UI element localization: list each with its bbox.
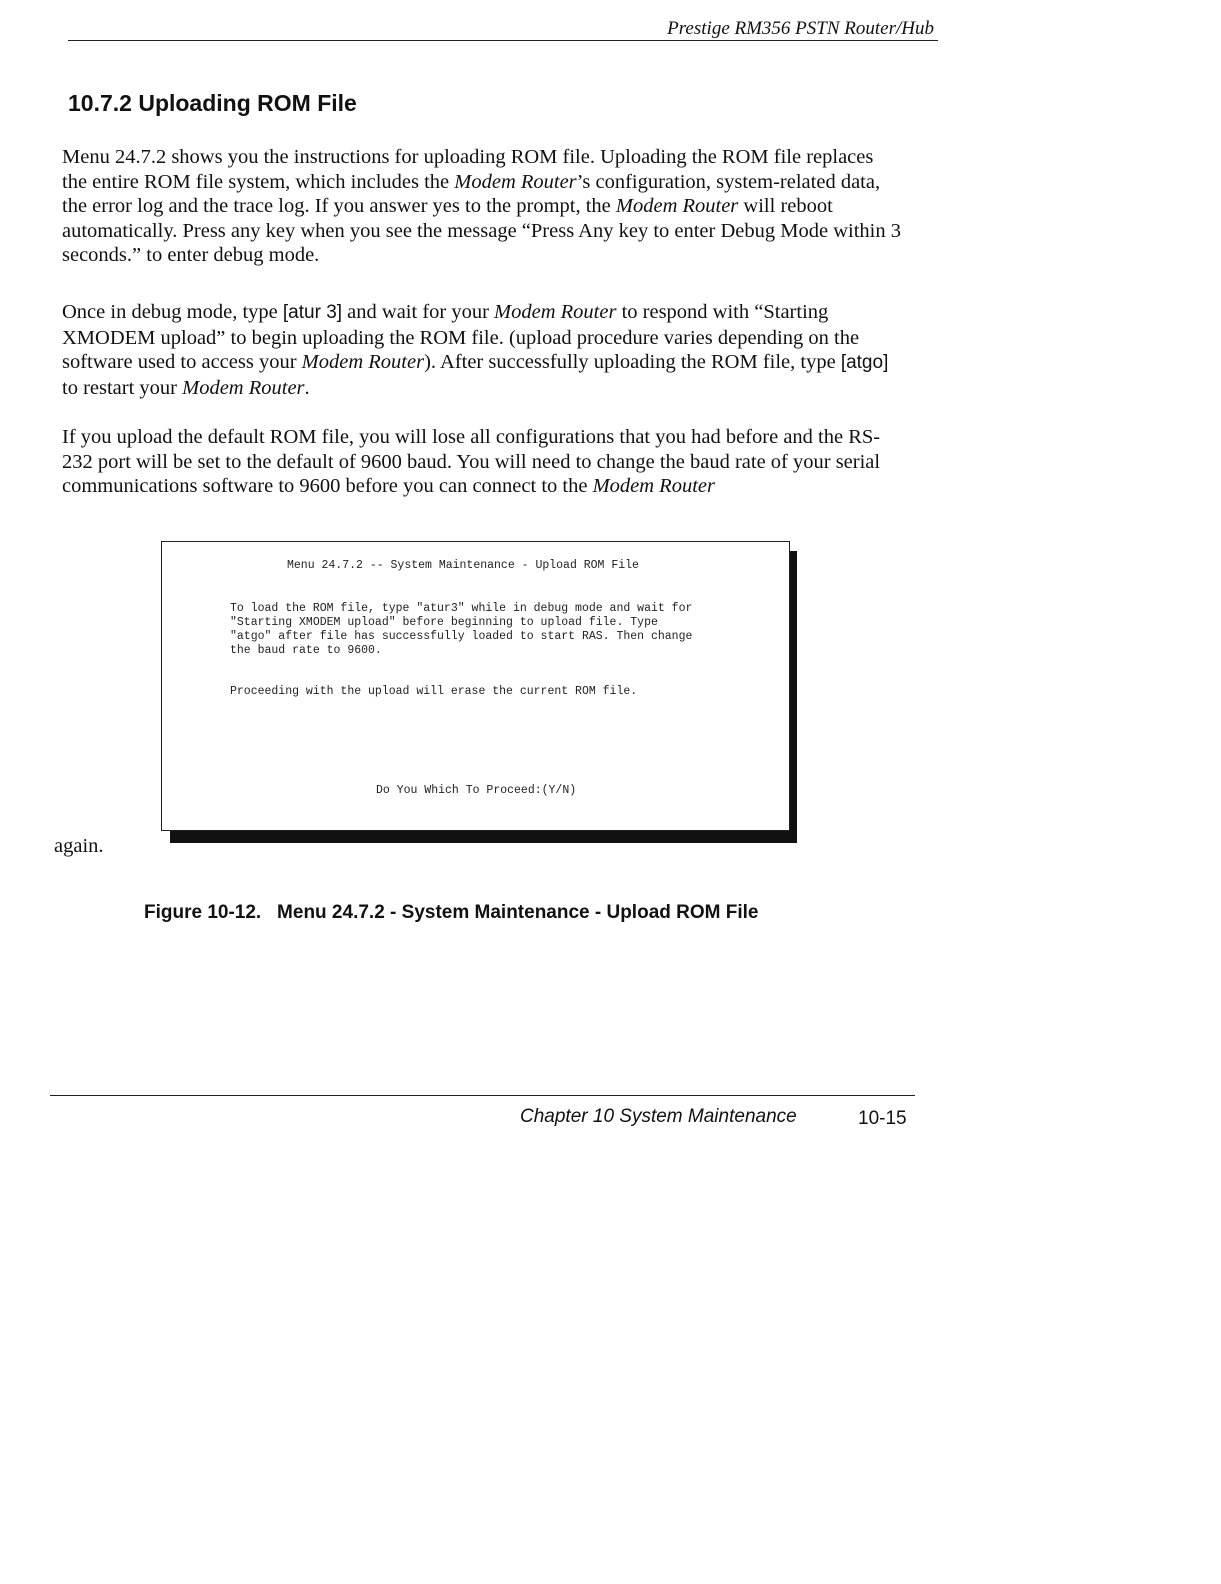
p2-text-3: to respond with “Starting XMODEM upload” to begin uploading the ROM file. (upload procedure varies depending on the software used to access your [62, 301, 860, 373]
terminal-proceed-prompt[interactable]: Do You Which To Proceed:(Y/N) [376, 784, 577, 797]
footer-chapter: Chapter 10 System Maintenance [520, 1106, 797, 1127]
terminal-instructions: To load the ROM file, type "atur3" while in debug mode and wait for "Starting XMODEM upload" before beginning to upload file. Type "atgo" after file has successfully loaded to start RAS. Then change the baud rate to 9600. [230, 602, 693, 657]
p3-text-1: If you upload the default ROM file, you will lose all configurations that you had before and the RS-232 port will be set to the default of 9600 baud. You will need to change the baud rate of your serial communications software to 9600 before you can connect to the [62, 426, 881, 497]
terminal-screen [161, 541, 790, 831]
p1-text-1: Menu 24.7.2 shows you the instructions for uploading ROM file. Uploading the ROM file replaces the entire ROM file system, which includes the [62, 146, 874, 193]
header-rule [68, 40, 938, 41]
paragraph-debug-mode [62, 300, 902, 400]
figure-caption: Figure 10-12. Menu 24.7.2 - System Maintenance - Upload ROM File [144, 902, 759, 923]
p2-text-2: and wait for your [342, 301, 495, 323]
p2-text-4: ). After successfully uploading the ROM file, type [424, 351, 841, 373]
paragraph-default-rom [62, 425, 902, 499]
terminal-menu-title: Menu 24.7.2 -- System Maintenance - Upload ROM File [287, 559, 639, 572]
running-header: Prestige RM356 PSTN Router/Hub [667, 18, 934, 39]
p1-product-1: Modem Router [454, 170, 577, 193]
footer-rule [50, 1095, 915, 1096]
p1-text-2: ’s configuration, system-related data, the error log and the trace log. If you answer yes to the prompt, the [62, 170, 881, 217]
paragraph-intro [62, 145, 902, 268]
p2-text-6: . [304, 376, 310, 399]
p2-text-1: Once in debug mode, type [62, 301, 283, 323]
p2-product-1: Modem Router [494, 301, 617, 323]
paragraph-continuation: again. [54, 835, 104, 857]
p2-command-atgo: [atgo] [840, 352, 889, 373]
p1-text-3: will reboot automatically. Press any key when you see the message “Press Any key to enter Debug Mode within 3 seconds.” to enter debug mode. [62, 195, 901, 266]
p2-text-5: to restart your [62, 376, 183, 399]
p1-product-2: Modem Router [615, 195, 739, 217]
p2-command-atur: [atur 3] [282, 302, 343, 323]
terminal-warning: Proceeding with the upload will erase the current ROM file. [230, 685, 638, 698]
p2-product-3: Modem Router [182, 376, 305, 399]
p2-product-2: Modem Router [301, 351, 425, 373]
section-title: 10.7.2 Uploading ROM File [68, 90, 357, 116]
footer-page-number: 10-15 [858, 1108, 907, 1129]
p3-product-1: Modem Router [592, 475, 715, 497]
